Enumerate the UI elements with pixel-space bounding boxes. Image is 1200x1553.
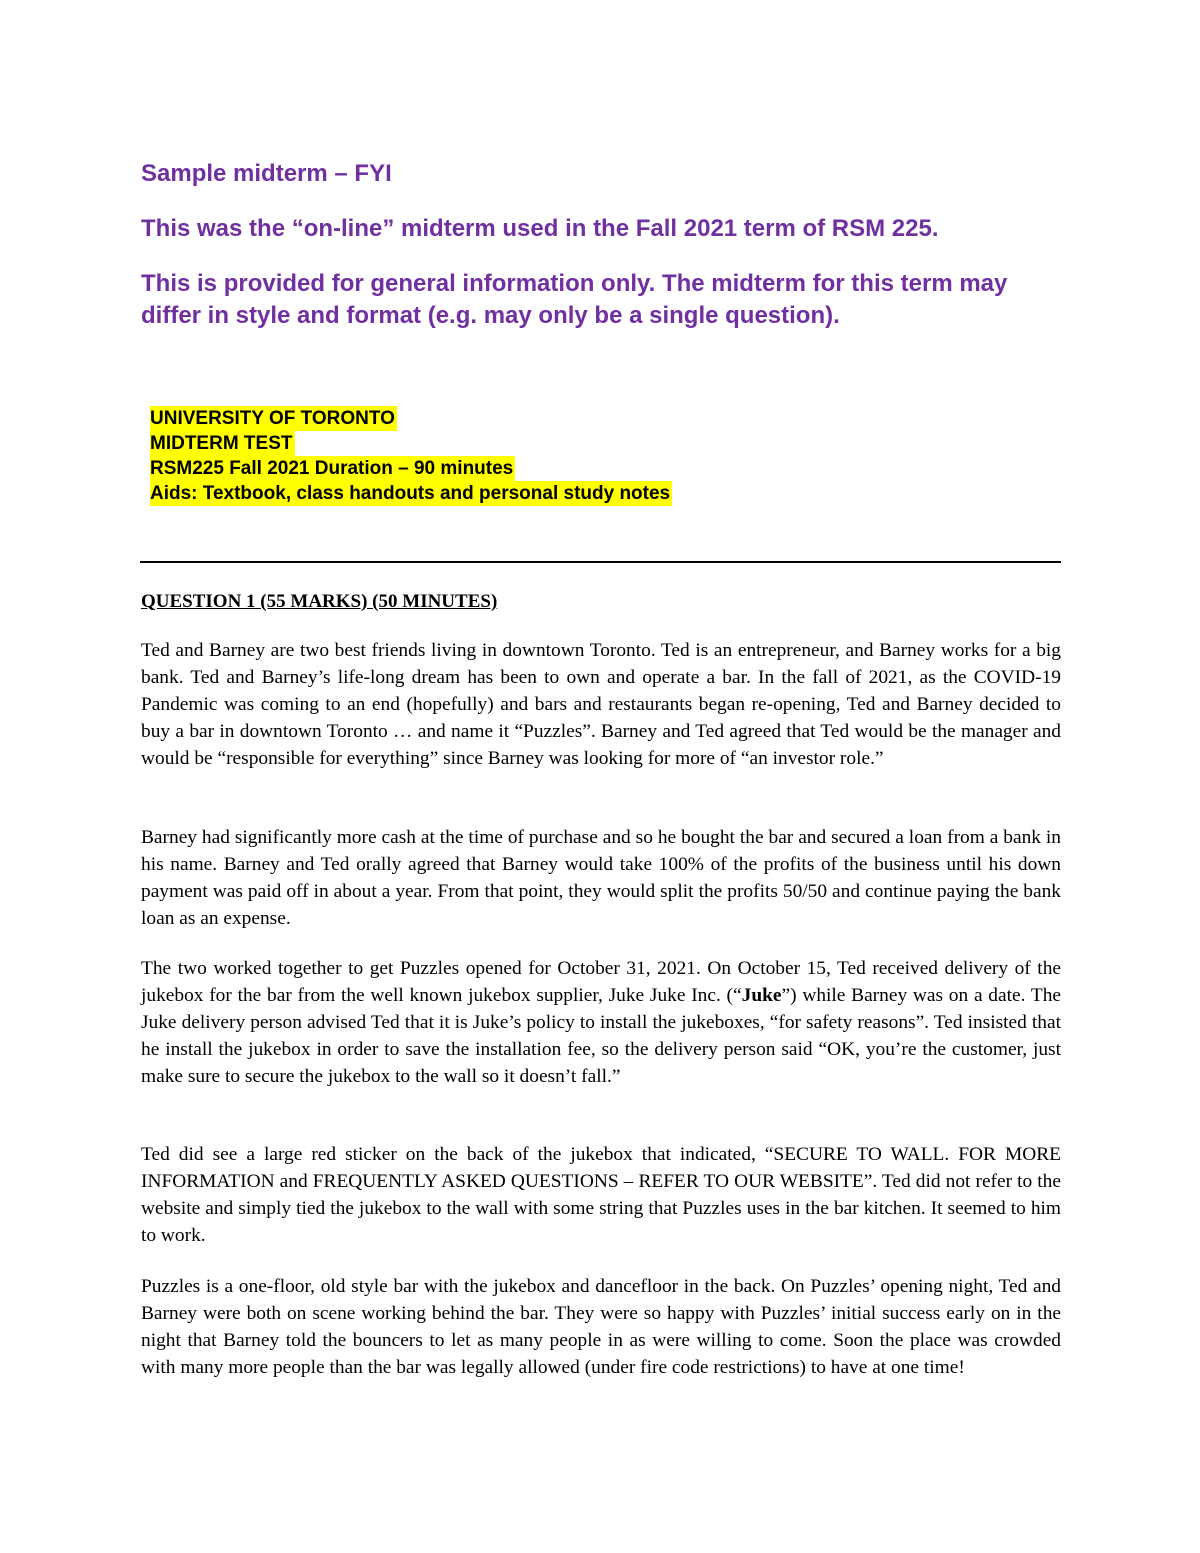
exam-aids: Aids: Textbook, class handouts and personal study notes	[150, 483, 671, 504]
paragraph-3-text-end: ”) while Barney was on a date. The Juke delivery person advised Ted that it is Juke’s policy to install the jukeboxes, “for safety reasons”. Ted insisted that he install the jukebox in order to save the installation fee, so the delivery person said “OK, you’re the customer, just make sure to secure the jukebox to the wall so it doesn’t fall.”	[141, 985, 1061, 1087]
intro-heading: Sample midterm – FYI	[141, 160, 392, 187]
question-paragraph-2: Barney had significantly more cash at the time of purchase and so he bought the bar and secured a loan from a bank in his name. Barney and Ted orally agreed that Barney would take 100% of the profits of the business until his down payment was paid off in about a year. From that point, they would split the profits 50/50 and continue paying the bank loan as an expense.	[141, 827, 1061, 929]
exam-university: UNIVERSITY OF TORONTO	[150, 408, 395, 429]
intro-note-term: This was the “on-line” midterm used in the Fall 2021 term of RSM 225.	[141, 215, 939, 242]
question-paragraph-3	[141, 955, 1061, 1090]
question-paragraph-1: Ted and Barney are two best friends living in downtown Toronto. Ted is an entrepreneur, and Barney works for a big bank. Ted and Barney’s life-long dream has been to own and operate a bar. In the fall of 2021, as the COVID-19 Pandemic was coming to an end (hopefully) and bars and restaurants began re-opening, Ted and Barney decided to buy a bar in downtown Toronto … and name it “Puzzles”. Barney and Ted agreed that Ted would be the manager and would be “responsible for everything” since Barney was looking for more of “an investor role.”	[141, 640, 1061, 769]
question-title: QUESTION 1 (55 MARKS) (50 MINUTES)	[141, 591, 498, 612]
juke-defined-term: Juke	[741, 985, 782, 1006]
exam-course-duration: RSM225 Fall 2021 Duration – 90 minutes	[150, 458, 514, 479]
exam-test-type: MIDTERM TEST	[150, 433, 293, 454]
question-paragraph-5: Puzzles is a one-floor, old style bar with the jukebox and dancefloor in the back. On Puzzles’ opening night, Ted and Barney were both on scene working behind the bar. They were so happy with Puzzles’ initial success early on in the night that Barney told the bouncers to let as many people in as were willing to come. Soon the place was crowded with many more people than the bar was legally allowed (under fire code restrictions) to have at one time!	[141, 1276, 1061, 1378]
paragraph-3-text-start: The two worked together to get Puzzles opened for October 31, 2021. On October 15, Ted received delivery of the jukebox for the bar from the well known jukebox supplier, Juke Juke Inc. (“	[141, 958, 1061, 1006]
intro-note-disclaimer: This is provided for general information only. The midterm for this term may differ in style and format (e.g. may only be a single question).	[141, 270, 1008, 329]
question-paragraph-4: Ted did see a large red sticker on the back of the jukebox that indicated, “SECURE TO WALL. FOR MORE INFORMATION and FREQUENTLY ASKED QUESTIONS – REFER TO OUR WEBSITE”. Ted did not refer to the website and simply tied the jukebox to the wall with some string that Puzzles uses in the bar kitchen. It seemed to him to work.	[141, 1144, 1061, 1246]
section-divider	[140, 561, 1061, 563]
